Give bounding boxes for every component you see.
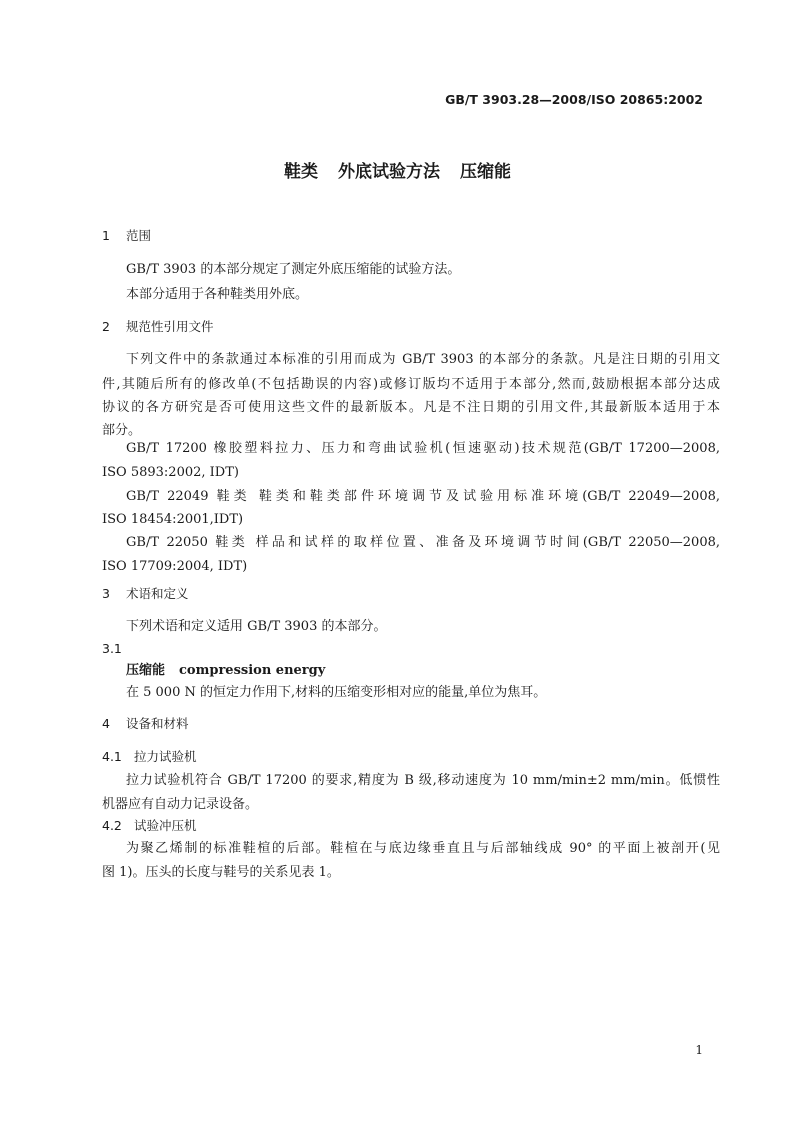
reference-gbt22049-continued: ISO 18454:2001,IDT) xyxy=(102,512,244,527)
term-english: compression energy xyxy=(179,663,326,678)
section-title: 设备和材料 xyxy=(126,716,189,731)
references-intro-line-3: 协议的各方研究是否可使用这些文件的最新版本。凡是不注日期的引用文件,其最新版本适用于本 xyxy=(102,400,720,415)
scope-paragraph-2: 本部分适用于各种鞋类用外底。 xyxy=(126,287,309,302)
clause-4-1-heading xyxy=(102,751,197,764)
scope-paragraph-1: GB/T 3903 的本部分规定了测定外底压缩能的试验方法。 xyxy=(126,262,461,277)
section-number: 1 xyxy=(102,228,110,243)
title-part-2: 外底试验方法 xyxy=(338,162,440,182)
clause-title: 试验冲压机 xyxy=(134,818,197,833)
clause-number: 4.1 xyxy=(102,749,122,764)
title-part-1: 鞋类 xyxy=(284,162,318,182)
section-title: 规范性引用文件 xyxy=(126,319,214,334)
terms-intro-paragraph: 下列术语和定义适用 GB/T 3903 的本部分。 xyxy=(126,619,387,634)
punch-description-line-2: 图 1)。压头的长度与鞋号的关系见表 1。 xyxy=(102,865,340,880)
title-part-3: 压缩能 xyxy=(460,162,511,182)
page-number: 1 xyxy=(695,1043,703,1057)
tensile-tester-line-2: 机器应有自动力记录设备。 xyxy=(102,797,259,812)
reference-gbt22049: GB/T 22049 鞋类 鞋类和鞋类部件环境调节及试验用标准环境(GB/T 22049—2008, xyxy=(126,489,720,504)
section-3-heading xyxy=(102,588,189,601)
clause-4-2-heading xyxy=(102,820,197,833)
clause-number: 4.2 xyxy=(102,818,122,833)
reference-gbt17200-continued: ISO 5893:2002, IDT) xyxy=(102,465,239,480)
section-number: 3 xyxy=(102,586,110,601)
term-definition: 在 5 000 N 的恒定力作用下,材料的压缩变形相对应的能量,单位为焦耳。 xyxy=(126,685,547,700)
term-entry xyxy=(126,664,325,677)
section-number: 4 xyxy=(102,716,110,731)
reference-gbt22050: GB/T 22050 鞋类 样品和试样的取样位置、准备及环境调节时间(GB/T 22050—2008, xyxy=(126,535,720,550)
references-intro-line-4: 部分。 xyxy=(102,423,142,438)
section-1-heading xyxy=(102,230,151,243)
tensile-tester-line-1: 拉力试验机符合 GB/T 17200 的要求,精度为 B 级,移动速度为 10 mm/min±2 mm/min。低惯性 xyxy=(126,773,720,788)
standard-code-header: GB/T 3903.28—2008/ISO 20865:2002 xyxy=(445,92,703,107)
references-intro-line-2: 件,其随后所有的修改单(不包括勘误的内容)或修订版均不适用于本部分,然而,鼓励根据本部分达成 xyxy=(102,377,720,392)
references-intro-line-1: 下列文件中的条款通过本标准的引用而成为 GB/T 3903 的本部分的条款。凡是注日期的引用文 xyxy=(126,352,720,367)
clause-3-1-number: 3.1 xyxy=(102,641,122,656)
section-title: 术语和定义 xyxy=(126,586,189,601)
section-4-heading xyxy=(102,718,189,731)
section-title: 范围 xyxy=(126,228,152,243)
document-title xyxy=(0,164,795,181)
reference-gbt22050-continued: ISO 17709:2004, IDT) xyxy=(102,559,248,574)
punch-description-line-1: 为聚乙烯制的标准鞋楦的后部。鞋楦在与底边缘垂直且与后部轴线成 90° 的平面上被剖开(见 xyxy=(126,841,720,856)
section-2-heading xyxy=(102,321,214,334)
reference-gbt17200: GB/T 17200 橡胶塑料拉力、压力和弯曲试验机(恒速驱动)技术规范(GB/T 17200—2008, xyxy=(126,441,720,456)
term-chinese: 压缩能 xyxy=(126,663,166,678)
section-number: 2 xyxy=(102,319,110,334)
clause-title: 拉力试验机 xyxy=(134,749,197,764)
